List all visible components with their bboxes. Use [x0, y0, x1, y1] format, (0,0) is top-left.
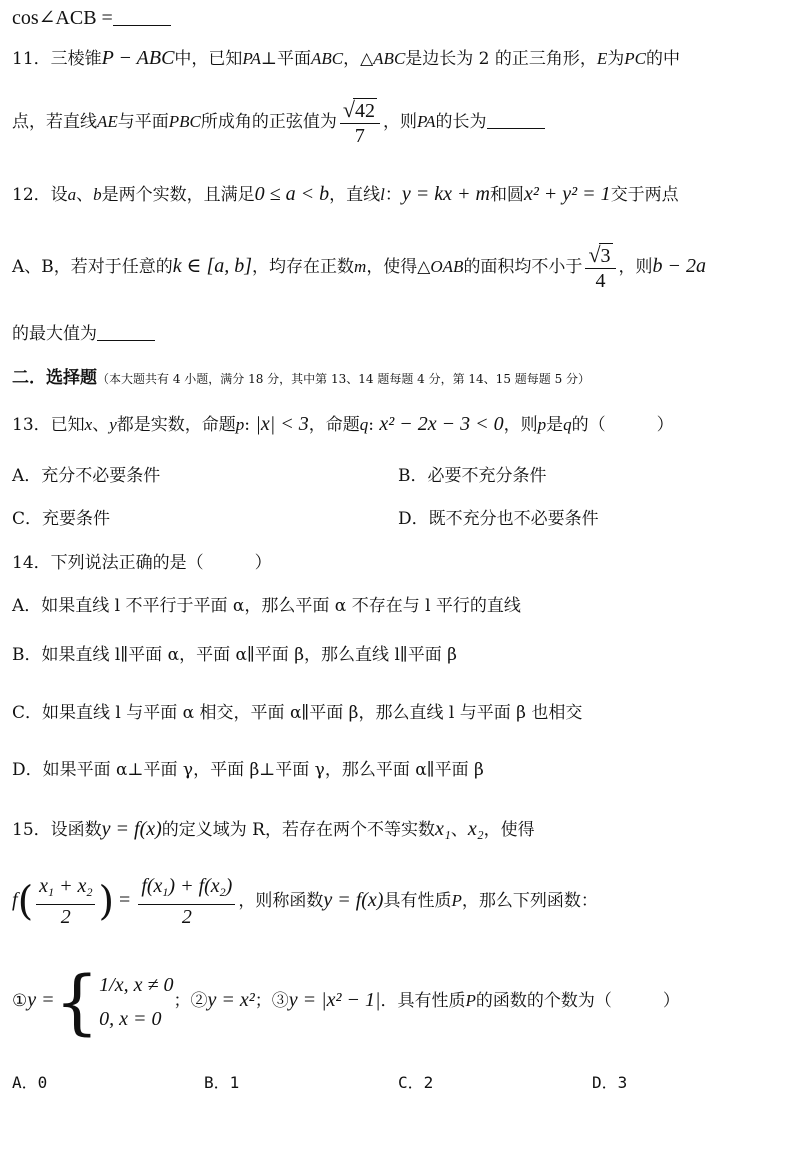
math-expr: k ∈ [a, b]: [172, 255, 253, 277]
text: 所成角的正弦值为: [200, 112, 337, 132]
math-var: q: [563, 415, 572, 434]
math-var: a: [67, 185, 77, 204]
math-var: PC: [624, 49, 647, 68]
math-expr: P − ABC: [101, 47, 175, 69]
q13-option-a[interactable]: A．充分不必要条件: [12, 466, 161, 486]
math-var: y: [109, 415, 117, 434]
q15-option-d[interactable]: D．3: [592, 1073, 628, 1092]
radicand: 42: [354, 99, 375, 122]
q14-stem: [12, 551, 782, 575]
right-paren: ): [98, 878, 115, 925]
text: 中，已知: [174, 49, 243, 69]
text: 、: [76, 185, 94, 205]
math-var: PA: [242, 49, 261, 68]
q15-option-a[interactable]: A．0: [12, 1073, 48, 1092]
text: 是: [546, 415, 564, 435]
question-number: 14．: [12, 553, 51, 573]
q15-option-b[interactable]: B．1: [204, 1073, 240, 1092]
text: ，使得△: [366, 257, 431, 277]
denominator: 7: [354, 124, 365, 147]
text: 、: [92, 415, 110, 435]
text: :: [244, 415, 250, 435]
text: ，那么下列函数：: [461, 891, 598, 911]
math-var: l: [380, 185, 385, 204]
text: 已知: [50, 415, 85, 435]
math-expr: x² − 2x − 3 < 0: [379, 413, 504, 435]
text: ，直线: [329, 185, 381, 205]
math-expr: b − 2a: [652, 255, 707, 277]
denominator: 4: [595, 269, 606, 292]
math-var: x₁: [434, 818, 451, 840]
circled-1: ①: [12, 991, 28, 1011]
text: ：: [384, 185, 402, 205]
text: 的面积均不小于: [463, 257, 583, 277]
fraction-sqrt42-over-7: [340, 98, 380, 148]
text: 的中: [646, 49, 681, 69]
q12-line2: [12, 240, 782, 293]
y-eq: y =: [27, 989, 55, 1011]
text: 交于两点: [610, 185, 679, 205]
cos-expr: cos∠ACB =: [12, 7, 113, 29]
question-number: 11．: [12, 49, 51, 69]
text: 的（ ）: [571, 415, 674, 435]
math-expr: y = x²: [207, 989, 255, 1011]
text: ⊥平面: [260, 49, 311, 69]
q10-tail: [12, 6, 782, 31]
math-expr: x² + y² = 1: [523, 183, 611, 205]
case-1: 1/x, x ≠ 0: [99, 973, 174, 996]
question-number: 12．: [12, 185, 51, 205]
math-var: ABC: [310, 49, 344, 68]
math-expr: y = f(x): [101, 818, 162, 840]
answer-blank: [97, 324, 155, 341]
math-var: OAB: [430, 257, 464, 276]
math-var: m: [354, 257, 367, 276]
text: 都是实数，命题: [116, 415, 236, 435]
text: 和圆: [489, 185, 524, 205]
q13-option-c[interactable]: C．充要条件: [12, 509, 111, 529]
q15-line1: [12, 817, 782, 842]
text: 的定义域为 R，若存在两个不等实数: [161, 820, 435, 840]
text: 设函数: [50, 820, 102, 840]
text: 是两个实数，且满足: [101, 185, 255, 205]
section-title: 二．选择题: [12, 368, 97, 388]
text: ，则称函数: [238, 891, 324, 911]
math-expr: y = f(x): [323, 889, 384, 911]
answer-blank: [113, 9, 171, 26]
text: ，则: [382, 112, 417, 132]
q11-line1: [12, 46, 782, 71]
math-var: PBC: [168, 112, 201, 131]
text: ，使得: [483, 820, 535, 840]
math-var: E: [596, 49, 608, 68]
math-var: b: [93, 185, 102, 204]
text: ；②: [173, 991, 208, 1011]
text: :: [368, 415, 374, 435]
math-var: x₂: [467, 818, 484, 840]
q15-line2: f( $\frac{x_1 + x_2}{2}$ ) = $\frac{f(x_1) + f(x_2)}{2}$ ，则称函数y = f(x)具有性质P，那么下列函数：: [12, 875, 598, 928]
answer-blank: [487, 112, 545, 129]
math-var: x: [84, 415, 93, 434]
text: 的最大值为: [12, 324, 97, 344]
text: ；③: [254, 991, 289, 1011]
case-2: 0, x = 0: [99, 1007, 162, 1030]
radicand: 3: [600, 244, 611, 267]
q14-option-b[interactable]: B．如果直线 l∥平面 α，平面 α∥平面 β，那么直线 l∥平面 β: [12, 645, 457, 665]
text: ．具有性质: [380, 991, 466, 1011]
math-expr: 0 ≤ a < b: [254, 183, 330, 205]
f-symbol: f: [12, 889, 18, 911]
math-var: PA: [416, 112, 436, 131]
section-heading: [12, 366, 782, 391]
fraction-average: $\frac{f(x_1) + f(x_2)}{2}$: [138, 874, 235, 929]
text: 下列说法正确的是（ ）: [50, 553, 272, 573]
left-paren: (: [17, 878, 34, 925]
q12-line1: [12, 182, 782, 207]
sqrt-sign: √: [588, 241, 601, 267]
text: 、: [450, 820, 468, 840]
text: 的函数的个数为（ ）: [475, 991, 680, 1011]
text: A、B，若对于任意的: [12, 257, 173, 277]
text: 为: [607, 49, 625, 69]
q14-option-c[interactable]: C．如果直线 l 与平面 α 相交，平面 α∥平面 β，那么直线 l 与平面 β 也相交: [12, 703, 583, 723]
text: 点，若直线: [12, 112, 97, 132]
q13-option-b[interactable]: B．必要不充分条件: [398, 466, 547, 486]
question-number: 13．: [12, 415, 51, 435]
q13-option-d[interactable]: D．既不充分也不必要条件: [398, 509, 599, 529]
q11-line2: [12, 96, 782, 148]
text: 具有性质: [383, 891, 452, 911]
math-var: AE: [97, 112, 118, 131]
text: ，△: [343, 49, 374, 69]
text: 的长为: [435, 112, 487, 132]
text: 三棱锥: [50, 49, 102, 69]
q15-line3: [12, 960, 782, 1044]
question-number: 15．: [12, 820, 51, 840]
text: 与平面: [117, 112, 169, 132]
section-note: （本大题共有 4 小题，满分 18 分，其中第 13、14 题每题 4 分，第 14、15 题每题 5 分）: [97, 372, 591, 386]
q15-option-c[interactable]: C．2: [398, 1073, 434, 1092]
sqrt-sign: √: [342, 96, 355, 122]
q14-option-a[interactable]: A．如果直线 l 不平行于平面 α，那么平面 α 不存在与 l 平行的直线: [12, 596, 521, 616]
piecewise-cases: [99, 968, 173, 1036]
math-var: p: [537, 415, 547, 434]
q14-option-d[interactable]: D．如果平面 α⊥平面 γ，平面 β⊥平面 γ，那么平面 α∥平面 β: [12, 760, 484, 780]
math-var: P: [451, 891, 462, 910]
math-expr: y = |x² − 1|: [288, 989, 381, 1011]
text: 是边长为 2 的正三角形，: [405, 49, 597, 69]
math-var: p: [235, 415, 245, 434]
text: ，命题: [308, 415, 360, 435]
q12-line3: [12, 322, 782, 346]
text: ，则: [618, 257, 653, 277]
math-var: P: [465, 991, 476, 1010]
left-brace: {: [54, 960, 100, 1043]
math-expr: |x| < 3: [255, 413, 309, 435]
math-var: q: [359, 415, 369, 434]
text: ，则: [503, 415, 538, 435]
q13-stem: [12, 412, 782, 437]
text: ，均存在正数: [252, 257, 355, 277]
fraction-midpoint: $\frac{x_1 + x_2}{2}$: [36, 874, 95, 929]
fraction-sqrt3-over-4: [585, 243, 615, 293]
text: 设: [50, 185, 68, 205]
math-expr: y = kx + m: [401, 183, 490, 205]
math-var: ABC: [373, 49, 406, 68]
